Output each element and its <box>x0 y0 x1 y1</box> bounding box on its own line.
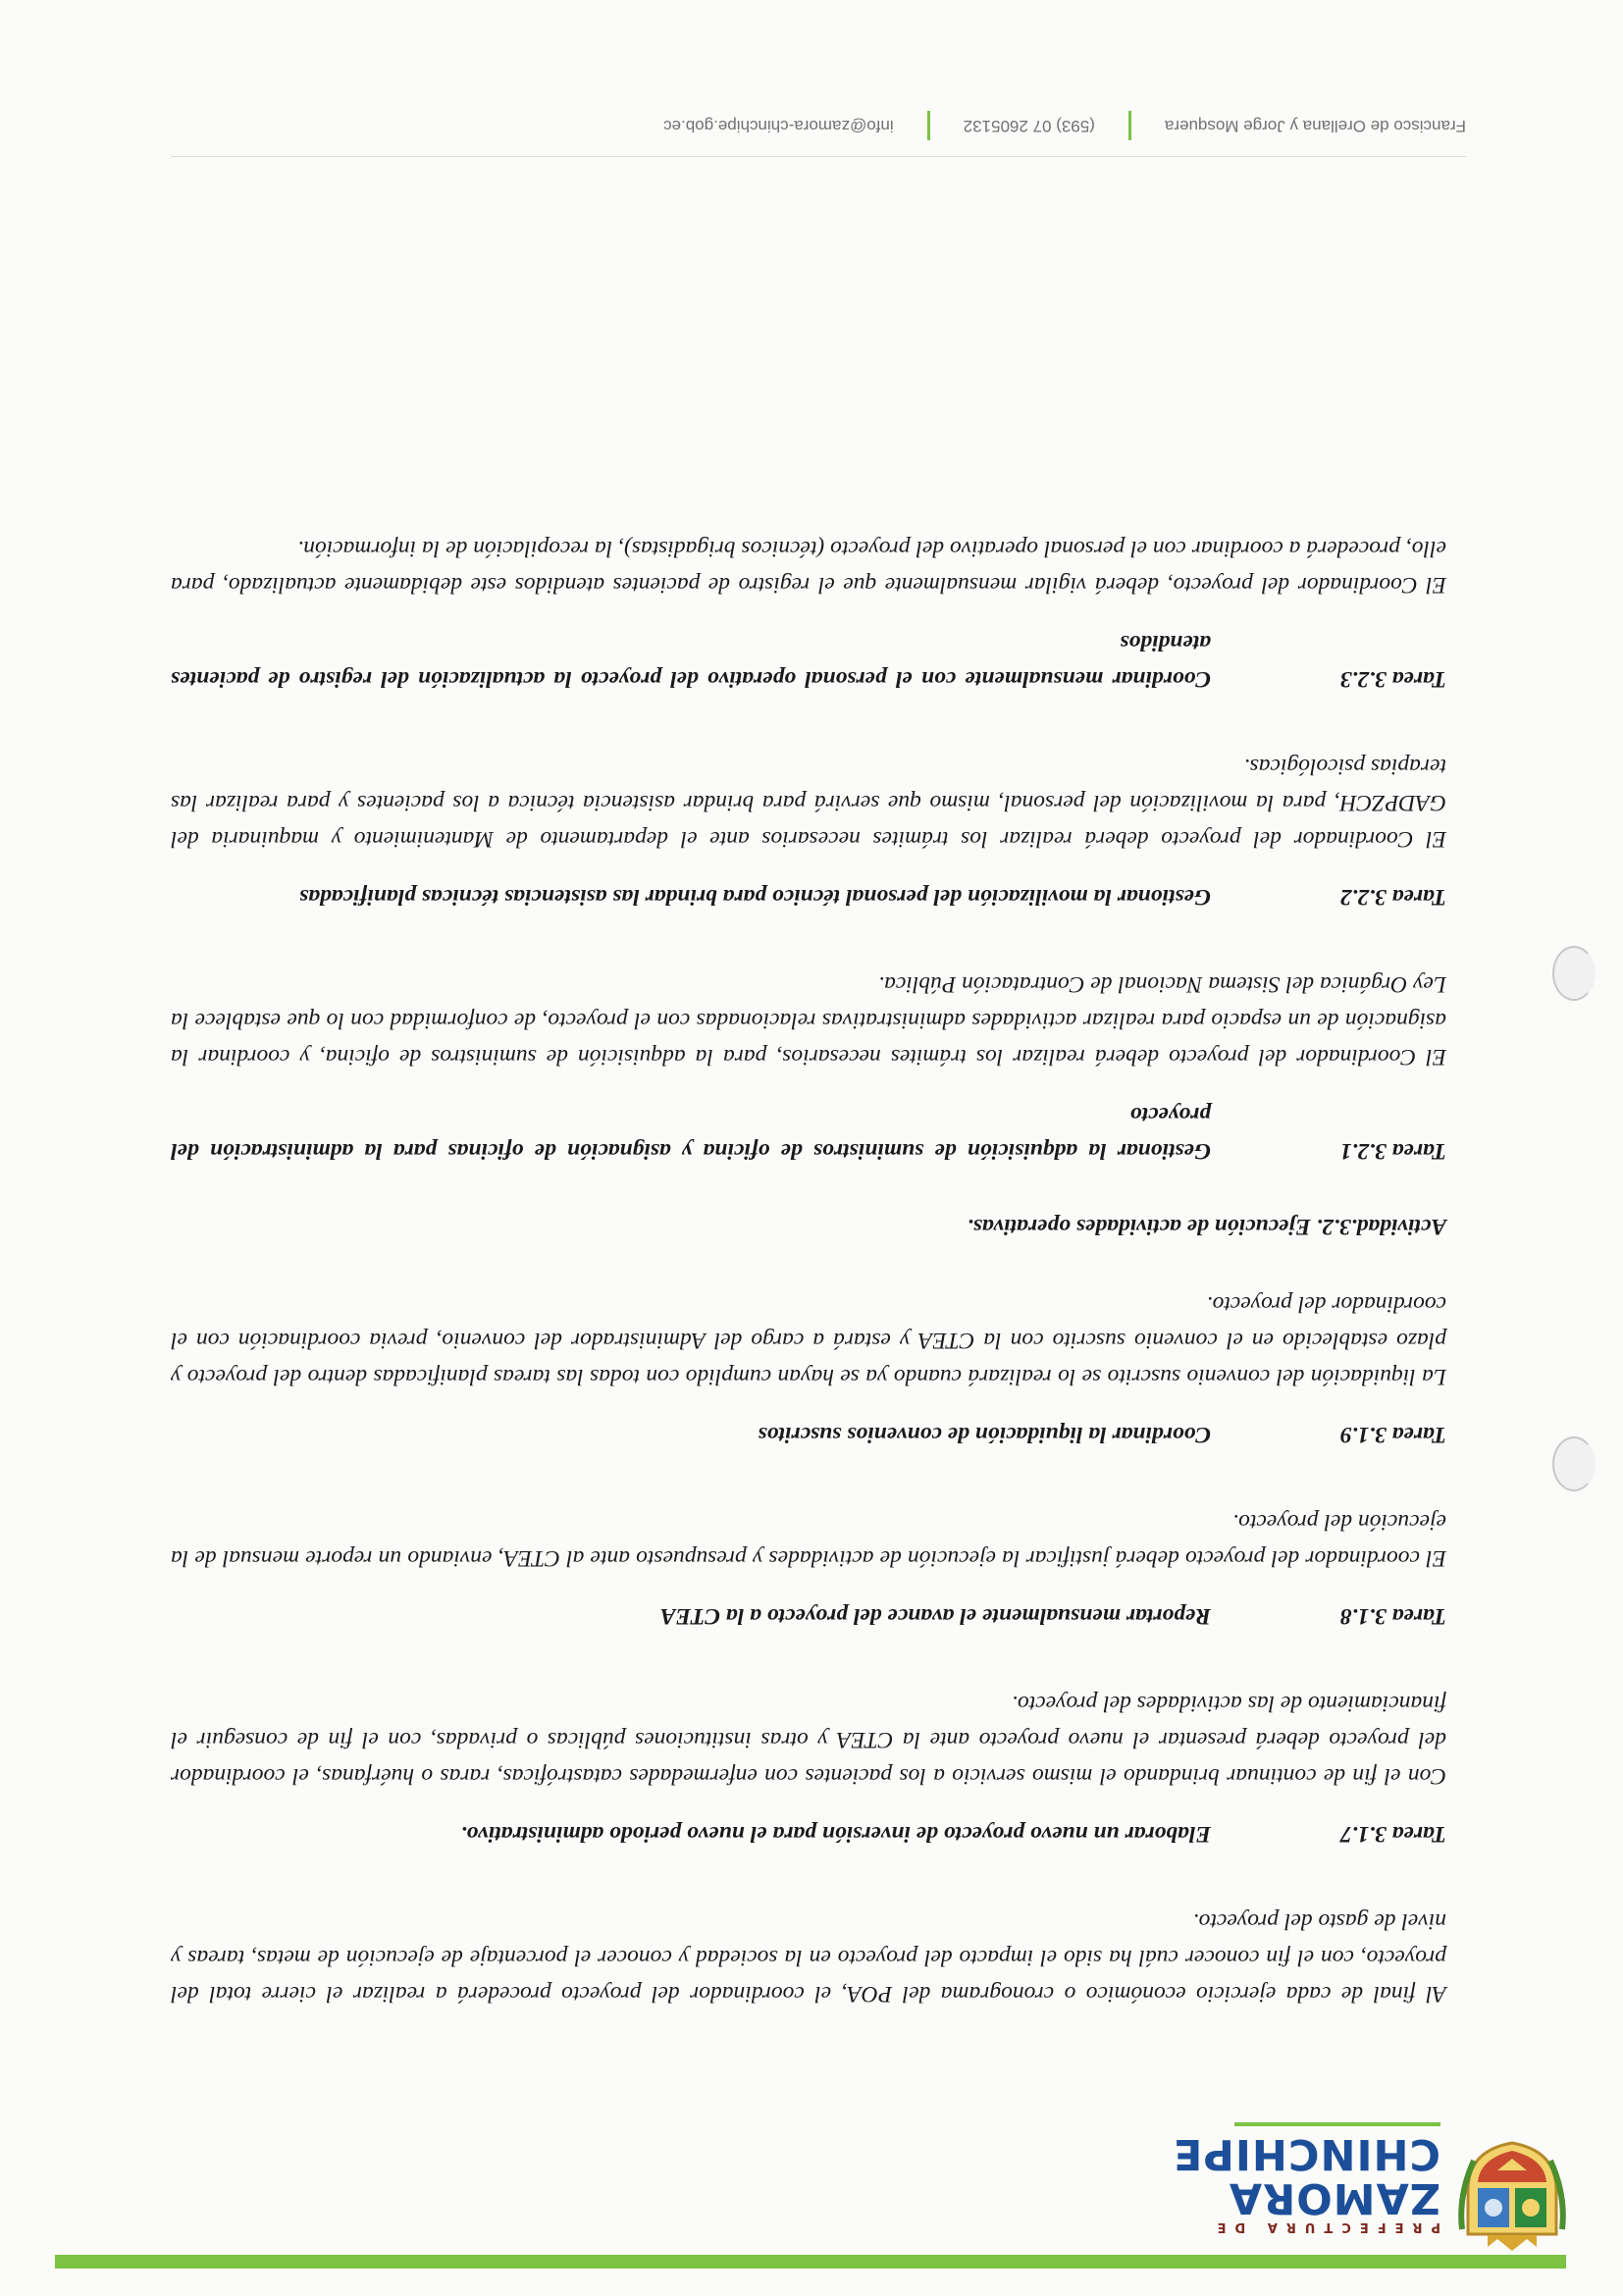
task-paragraph-3-2-2: El Coordinador del proyecto deberá realizar los trámites necesarios ante el departamento de Mantenimiento y maquinaria del GADPZCH, para la movilización del personal, mismo que servirá para brindar asistencia técnica a los pacientes y para realizar las terapias psicológicas. <box>171 754 1446 852</box>
punch-hole-lower <box>1552 1436 1596 1491</box>
task-number: Tarea 3.2.3 <box>1339 666 1446 692</box>
intro-paragraph: Al final de cada ejercicio económico o cronograma del POA, el coordinador del proyecto procederá a realizar el cierre total del proyecto, con el fin conocer cuál ha sido el impacto del proyecto en la sociedad y conocer el porcentaje de ejecución de metas, tareas y nivel de gasto del proyecto. <box>171 1908 1446 2007</box>
task-paragraph-3-1-8: El coordinador del proyecto deberá justificar la ejecución de actividades y presupuesto ante al CTEA, enviando un reporte mensual de la ejecución del proyecto. <box>171 1509 1446 1571</box>
task-heading-3-1-7 <box>171 1815 1446 1852</box>
footer-address: Francisco de Orellana y Jorge Mosquera <box>1164 117 1466 135</box>
task-title: Coordinar la liquidación de convenios suscritos <box>758 1422 1211 1447</box>
task-number: Tarea 3.1.7 <box>1339 1821 1446 1847</box>
task-title: Gestionar la adquisición de suministros de oficina y asignación de oficinas para la administración del proyecto <box>171 1102 1211 1164</box>
task-paragraph-3-1-7: Con el fin de continuar brindando el mismo servicio a los pacientes con enfermedades catastróficas, raras o huérfanas, el coordinador del proyecto deberá presentar el nuevo proyecto ante la CTEA y otras instituciones públicas o privadas, con el fin de conseguir el financiamiento de las actividades del proyecto. <box>171 1691 1446 1789</box>
brand-underline <box>1234 2122 1440 2126</box>
task-heading-3-2-3 <box>171 624 1446 697</box>
task-heading-3-1-8 <box>171 1597 1446 1634</box>
shield-coat-of-arms-icon <box>1458 2139 1566 2269</box>
task-heading-3-2-1 <box>171 1096 1446 1169</box>
task-title: Coordinar mensualmente con el personal operativo del proyecto la actualización del registro de pacientes atendidos <box>171 630 1211 692</box>
header-green-rule <box>55 2255 1566 2269</box>
task-heading-3-2-2 <box>171 878 1446 914</box>
brand-block <box>1173 2122 1440 2233</box>
task-heading-3-1-9 <box>171 1416 1446 1452</box>
brand-name-line1: ZAMORA <box>1228 2173 1440 2222</box>
task-number: Tarea 3.2.1 <box>1339 1138 1446 1164</box>
brand-name-line2: CHINCHIPE <box>1173 2129 1440 2178</box>
brand-prefix: PREFECTURA DE <box>1208 2219 1440 2234</box>
activity-heading-3-2: Actividad.3.2. Ejecución de actividades operativas. <box>967 1214 1446 1239</box>
task-title: Gestionar la movilización del personal técnico para brindar las asistencias técnicas planificadas <box>299 884 1211 910</box>
task-number: Tarea 3.1.9 <box>1339 1422 1446 1447</box>
task-title: Elaborar un nuevo proyecto de inversión para el nuevo periodo administrativo. <box>460 1821 1211 1847</box>
task-title: Reportar mensualmente el avance del proyecto a la CTEA <box>659 1603 1211 1629</box>
letterhead <box>55 2129 1566 2269</box>
task-paragraph-3-2-1: El Coordinador del proyecto deberá realizar los trámites necesarios, para la adquisición de suministros de oficina, y coordinar la asignación de un espacio para realizar actividades administrativas relacionadas con el proyecto, de conformidad con lo que establece la Ley Orgánica del Sistema Nacional de Contratación Pública. <box>171 971 1446 1070</box>
task-number: Tarea 3.1.8 <box>1339 1603 1446 1629</box>
footer-separator <box>1128 111 1131 140</box>
task-paragraph-3-1-9: La liquidación del convenio suscrito se lo realizará cuando ya se hayan cumplido con todas las tareas planificadas dentro del proyecto y plazo establecido en el convenio suscrito con la CTEA y estará a cargo del Administrador del convenio, previa coordinación con el coordinador del proyecto. <box>171 1291 1446 1389</box>
footer-separator <box>927 111 930 140</box>
footer-phone: (593) 07 2605132 <box>963 117 1095 135</box>
page-footer <box>171 111 1466 157</box>
task-paragraph-3-2-3: El Coordinador del proyecto, deberá vigilar mensualmente que el registro de pacientes atendidos este debidamente actualizado, para ello, procederá a coordinar con el personal operativo del proyecto (técnicos brigadistas), la recopilación de la información. <box>171 536 1446 598</box>
document-body <box>171 530 1446 2011</box>
punch-hole-upper <box>1552 946 1596 1001</box>
footer-email: info@zamora-chinchipe.gob.ec <box>663 117 894 135</box>
task-number: Tarea 3.2.2 <box>1339 884 1446 910</box>
